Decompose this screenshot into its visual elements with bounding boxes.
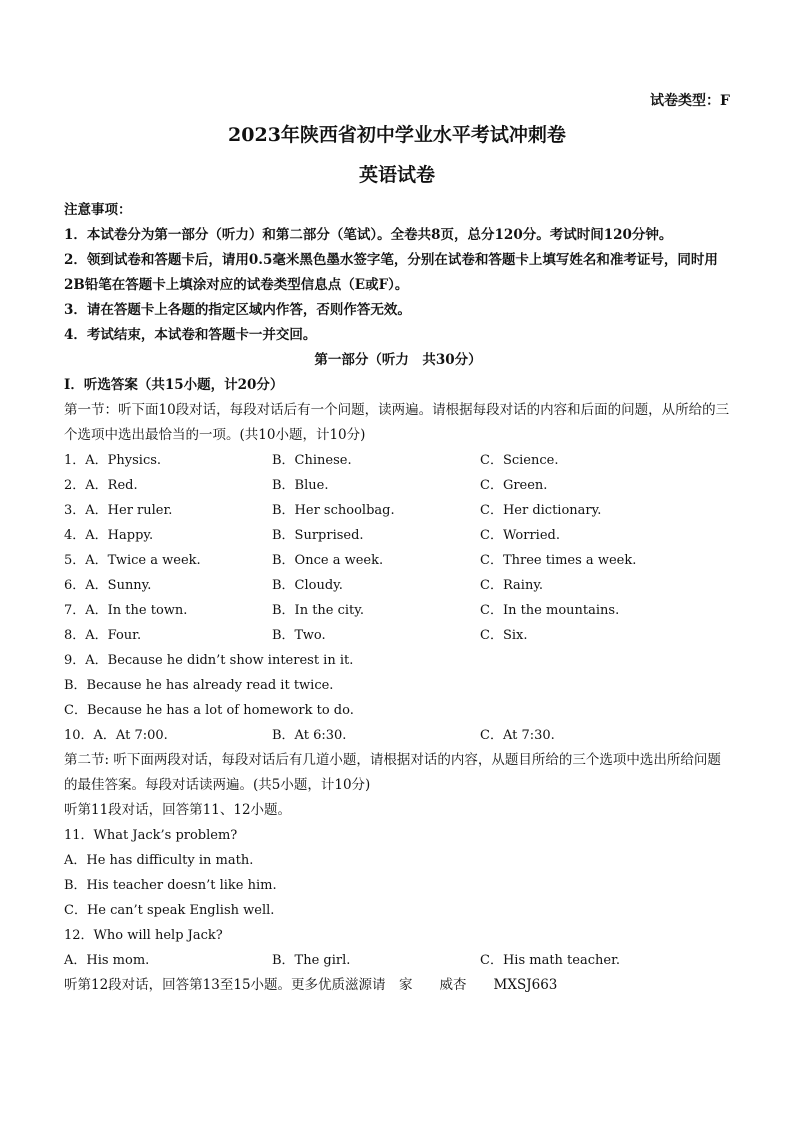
option-b: B．Chinese. xyxy=(272,453,352,468)
q11-option-b: B．His teacher doesn’t like him. xyxy=(64,878,277,893)
option-b: B．Two. xyxy=(272,628,326,643)
option-a: 3．A．Her ruler. xyxy=(64,503,173,518)
question-row xyxy=(64,598,732,623)
option-c: C．In the mountains. xyxy=(480,603,620,618)
option-a: 2．A．Red. xyxy=(64,478,138,493)
option-a: 6．A．Sunny. xyxy=(64,578,152,593)
question-row xyxy=(64,448,732,473)
option-c: C．Worried. xyxy=(480,528,560,543)
question-row xyxy=(64,498,732,523)
question-row xyxy=(64,473,732,498)
option-b: B．Blue. xyxy=(272,478,329,493)
option-a: 4．A．Happy. xyxy=(64,528,154,543)
option-b: B．Surprised. xyxy=(272,528,364,543)
note-item-3: 3．请在答题卡上各题的指定区域内作答，否则作答无效。 xyxy=(64,302,411,318)
paper-type-label: 试卷类型：F xyxy=(650,93,730,109)
option-c: C．Three times a week. xyxy=(480,553,637,568)
option-c: C．His math teacher. xyxy=(480,953,620,968)
notes-heading: 注意事项： xyxy=(64,202,132,218)
q11-option-a: A．He has difficulty in math. xyxy=(64,853,254,868)
option-c: C．Science. xyxy=(480,453,559,468)
option-a: 10．A．At 7:00. xyxy=(64,728,168,743)
part1-title: 第一部分（听力 共30分） xyxy=(314,352,482,368)
q11-option-c: C．He can’t speak English well. xyxy=(64,903,275,918)
note-item-2: 2．领到试卷和答题卡后，请用0.5毫米黑色墨水签字笔，分别在试卷和答题卡上填写姓名和准考证号，同时用2B铅笔在答题卡上填涂对应的试卷类型信息点（E或F）。 xyxy=(64,252,718,293)
q9-option-c: C．Because he has a lot of homework to do. xyxy=(64,703,354,718)
option-c: C．At 7:30. xyxy=(480,728,555,743)
exam-title: 2023年陕西省初中学业水平考试冲刺卷 xyxy=(228,124,566,146)
option-a: 8．A．Four. xyxy=(64,628,142,643)
sub1-intro: 第一节：听下面10段对话，每段对话后有一个问题，读两遍。请根据每段对话的内容和后面的问题，从所给的三个选项中选出最恰当的一项。(共10小题，计10分) xyxy=(64,402,730,443)
option-a: A．His mom. xyxy=(64,953,150,968)
note-item-1: 1．本试卷分为第一部分（听力）和第二部分（笔试）。全卷共8页，总分120分。考试时间120分钟。 xyxy=(64,227,673,243)
option-c: C．Green. xyxy=(480,478,548,493)
q12-stem: 12．Who will help Jack? xyxy=(64,928,223,943)
question-row xyxy=(64,548,732,573)
option-a: 7．A．In the town. xyxy=(64,603,188,618)
note-item-4: 4．考试结束，本试卷和答题卡一并交回。 xyxy=(64,327,317,343)
option-a: 1．A．Physics. xyxy=(64,453,162,468)
dialog-12-instruction: 听第12段对话，回答第13至15小题。更多优质滋源请 家 威杏 MXSJ663 xyxy=(64,977,558,993)
section1-title: Ⅰ．听选答案（共15小题，计20分） xyxy=(64,377,284,393)
q9-option-b: B．Because he has already read it twice. xyxy=(64,678,334,693)
option-b: B．Cloudy. xyxy=(272,578,343,593)
option-b: B．The girl. xyxy=(272,953,351,968)
option-a: 5．A．Twice a week. xyxy=(64,553,201,568)
exam-subtitle: 英语试卷 xyxy=(358,164,435,186)
q9-option-a: 9．A．Because he didn’t show interest in it. xyxy=(64,653,354,668)
option-c: C．Rainy. xyxy=(480,578,544,593)
option-b: B．At 6:30. xyxy=(272,728,347,743)
dialog-11-instruction: 听第11段对话，回答第11、12小题。 xyxy=(64,802,292,818)
option-b: B．In the city. xyxy=(272,603,365,618)
question-row xyxy=(64,573,732,598)
sub2-intro: 第二节: 听下面两段对话，每段对话后有几道小题，请根据对话的内容，从题目所给的三个选项中选出所给问题的最佳答案。每段对话读两遍。(共5小题，计10分) xyxy=(64,752,721,793)
question-row xyxy=(64,723,732,748)
question-row xyxy=(64,523,732,548)
question-row xyxy=(64,948,732,973)
option-c: C．Her dictionary. xyxy=(480,503,602,518)
q11-stem: 11．What Jack’s problem? xyxy=(64,828,238,843)
option-c: C．Six. xyxy=(480,628,528,643)
option-b: B．Once a week. xyxy=(272,553,384,568)
exam-content xyxy=(64,198,732,998)
question-row xyxy=(64,623,732,648)
option-b: B．Her schoolbag. xyxy=(272,503,395,518)
